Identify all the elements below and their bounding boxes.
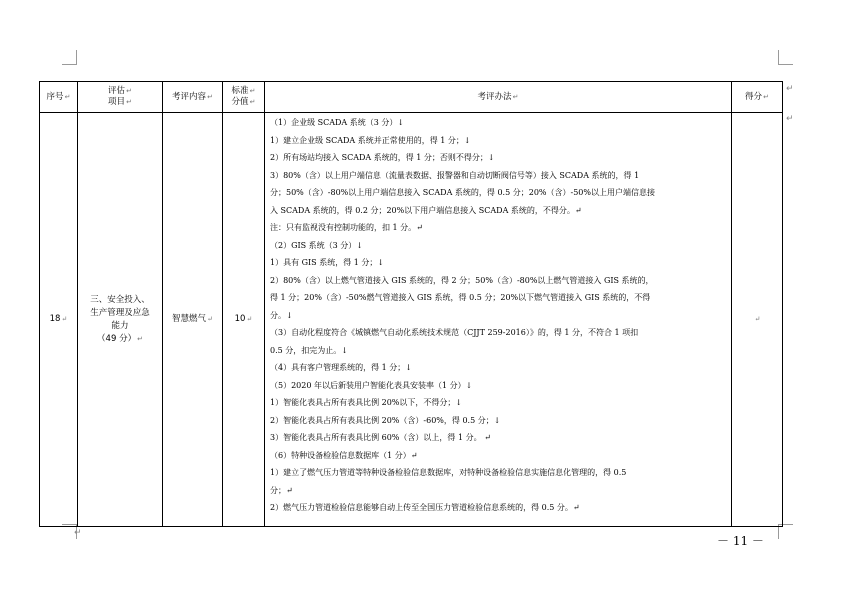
header-standard-score: 标准↵ 分值↵ [223,82,265,113]
cell-item: 三、安全投入、 生产管理及应急 能力 （49 分）↵ [78,113,163,527]
method-line: （4）具有客户管理系统的，得 1 分；↓ [270,363,412,372]
method-line: 1）智能化表具占所有表具比例 20%以下，不得分；↓ [270,398,463,407]
table-row [40,113,783,527]
method-line: 入 SCADA 系统的，得 0.2 分；20%以下用户端信息接入 SCADA 系统的，不得分。↵ [270,205,582,215]
method-line: 2）燃气压力管道检验信息能够自动上传至全国压力管道检验信息系统的，得 0.5 分。↵ [270,503,580,512]
method-line: （6）特种设备检验信息数据库（1 分）↵ [270,450,418,460]
header-seq: 序号↵ [40,82,78,113]
cell-content: 智慧燃气↵ [163,113,223,527]
method-line: （3）自动化程度符合《城镇燃气自动化系统技术规范（CJJT 259-2016）》的，得 1 分，不符合 1 项扣 [270,328,639,337]
return-mark-icon: ↵ [74,528,82,538]
page-number: － 11 － [717,534,764,548]
method-line: 分；50%（含）-80%以上用户端信息接入 SCADA 系统的，得 0.5 分；20%（含）-50%以上用户端信息接 [270,188,655,197]
corner-mark-top-left [62,50,77,65]
method-line: 1）具有 GIS 系统，得 1 分；↓ [270,258,385,267]
cell-standard-score: 10↵ [223,113,265,527]
method-line: 3）80%（含）以上用户端信息（流量表数据、报警器和自动切断阀信号等）接入 SCADA 系统的，得 1 [270,170,640,180]
cell-method [265,113,732,527]
header-score: 得分↵ [732,82,783,113]
method-line: 分；↵ [270,485,293,495]
cell-score: ↵ [732,113,783,527]
method-line: 分。↓ [270,310,293,320]
cell-seq: 18↵ [40,113,78,527]
return-mark-icon: ↵ [786,114,794,124]
method-line: 2）所有场站均接入 SCADA 系统的，得 1 分；否则不得分；↓ [270,153,495,162]
header-content: 考评内容↵ [163,82,223,113]
header-method: 考评办法↵ [265,82,732,113]
return-mark-icon: ↵ [786,84,794,94]
method-line: 3）智能化表具占所有表具比例 60%（含）以上，得 1 分。 ↵ [270,433,491,442]
method-line: 注：只有监视没有控制功能的，扣 1 分。↵ [270,223,423,232]
method-line: 得 1 分；20%（含）-50%燃气管道接入 GIS 系统，得 0.5 分；20%以下燃气管道接入 GIS 系统的，不得 [270,293,651,302]
assessment-table [39,81,783,527]
table-header-row [40,82,783,113]
method-line: 1）建立了燃气压力管道等特种设备检验信息数据库，对特种设备检验信息实施信息化管理的，得 0.5 [270,468,627,477]
method-line: 2）80%（含）以上燃气管道接入 GIS 系统的，得 2 分；50%（含）-80%以上燃气管道接入 GIS 系统的， [270,275,654,285]
corner-mark-top-right [778,50,793,65]
method-line: 2）智能化表具占所有表具比例 20%（含）-60%，得 0.5 分；↓ [270,415,501,425]
method-line: （5）2020 年以后新装用户智能化表具安装率（1 分）↓ [270,380,473,390]
method-line: （2）GIS 系统（3 分）↓ [270,240,363,250]
method-line: 0.5 分，扣完为止。↓ [270,345,348,355]
method-line: （1）企业级 SCADA 系统（3 分）↓ [270,118,405,127]
header-item: 评估↵ 项目↵ [78,82,163,113]
method-line: 1）建立企业级 SCADA 系统并正常使用的，得 1 分；↓ [270,135,471,145]
method-text-block [270,114,727,517]
